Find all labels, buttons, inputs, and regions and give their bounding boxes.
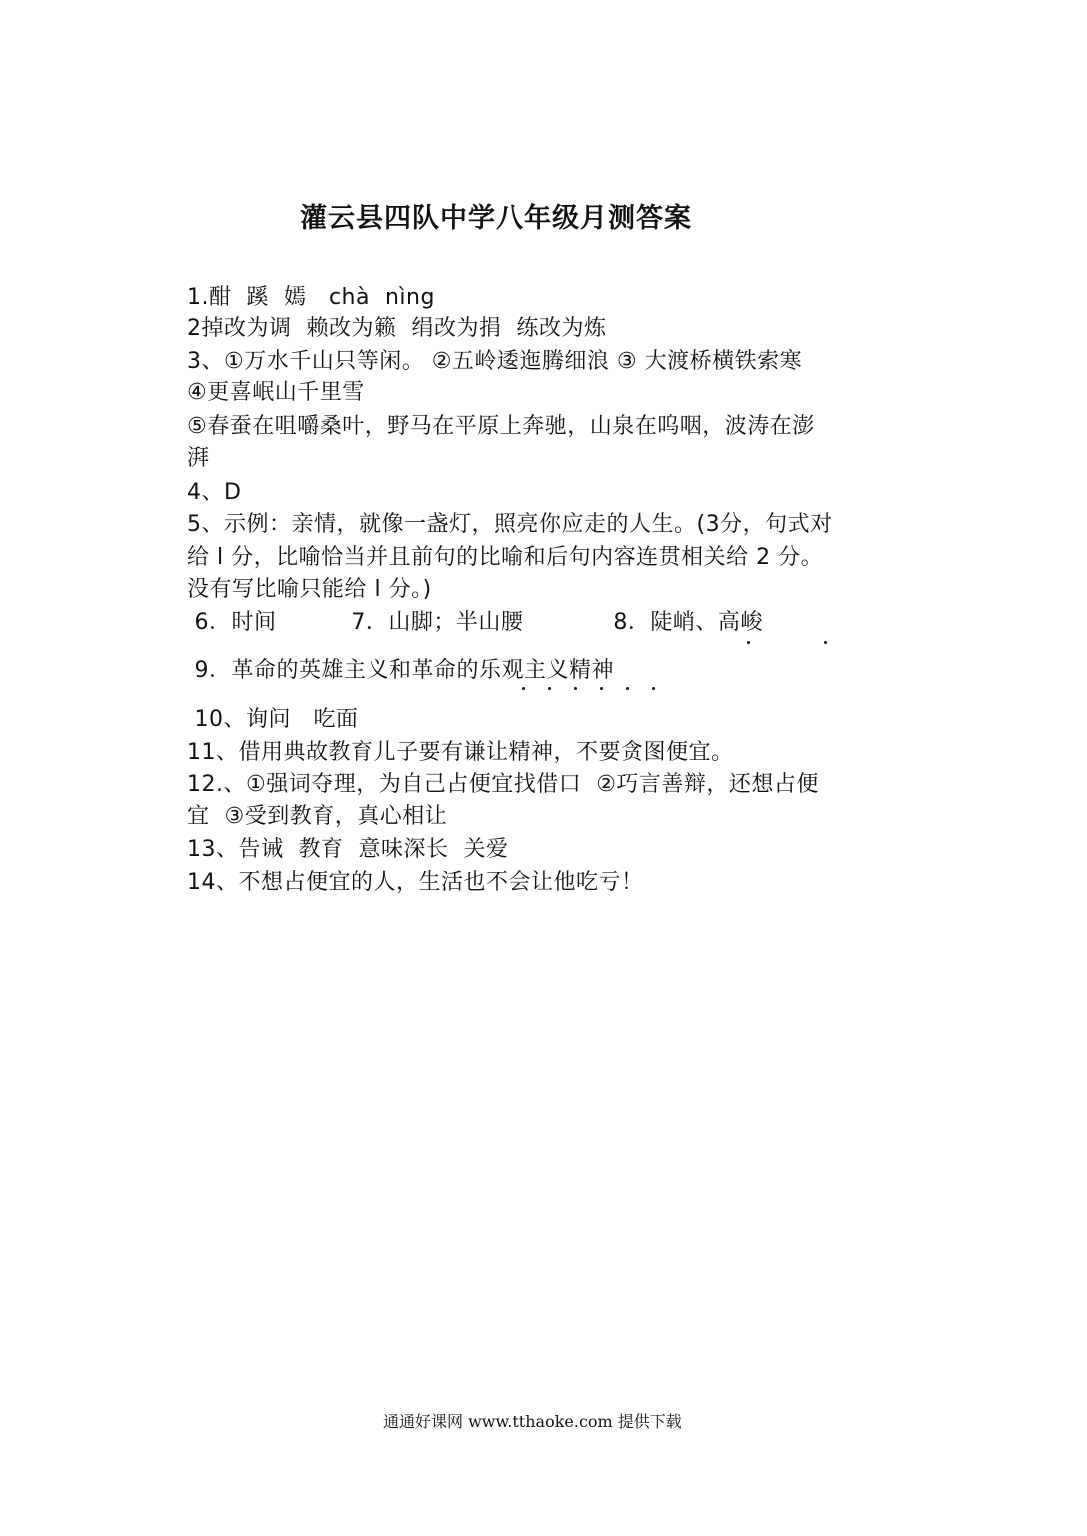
answer-line-3d: 湃 (187, 446, 210, 471)
answer-line-5c: 没有写比喻只能给 l 分。) (187, 577, 432, 602)
answer-line-9: 9．革命的英雄主义和革命的乐观主义精神 (187, 658, 614, 683)
document-title: 灌云县四队中学八年级月测答案 (300, 203, 692, 234)
answer-line-3b: ④更喜岷山千里雪 (187, 380, 365, 405)
answer-line-5b: 给 l 分，比喻恰当并且前句的比喻和后句内容连贯相关给 2 分。 (187, 545, 824, 570)
answer-line-12b: 宜 ③受到教育，真心相让 (187, 804, 448, 829)
emphasis-dot-mark (600, 687, 603, 690)
emphasis-dot-mark (824, 641, 827, 644)
answer-line-13: 13、告诫 教育 意味深长 关爱 (187, 837, 509, 862)
answer-line-12: 12.、①强词夺理，为自己占便宜找借口 ②巧言善辩，还想占便 (187, 772, 819, 797)
answer-line-14: 14、不想占便宜的人，生活也不会让他吃亏！ (187, 870, 644, 895)
answer-line-3: 3、①万水千山只等闲。 ②五岭逶迤腾细浪 ③ 大渡桥横铁索寒 (187, 349, 803, 374)
answer-line-3c: ⑤春蚕在咀嚼桑叶，野马在平原上奔驰，山泉在呜咽，波涛在澎 (187, 414, 815, 439)
answer-line-6-8: 6．时间 7．山脚；半山腰 8．陡峭、高峻 (187, 610, 763, 635)
footer-credit: 通通好课网 www.tthaoke.com 提供下载 (383, 1412, 682, 1431)
answer-line-11: 11、借用典故教育儿子要有谦让精神，不要贪图便宜。 (187, 740, 734, 765)
emphasis-dot-mark (548, 687, 551, 690)
answer-line-4: 4、D (187, 480, 242, 505)
answer-line-1: 1.酣 蹊 嫣 chà nìng (187, 285, 435, 310)
emphasis-dot-mark (626, 687, 629, 690)
emphasis-dot-mark (522, 687, 525, 690)
emphasis-dot-mark (747, 641, 750, 644)
emphasis-dot-mark (652, 687, 655, 690)
emphasis-dot-mark (574, 687, 577, 690)
answer-line-2: 2掉改为调 赖改为籁 绢改为捐 练改为炼 (187, 316, 607, 341)
answer-line-10: 10、询问 吃面 (187, 707, 359, 732)
answer-line-5: 5、示例：亲情，就像一盏灯，照亮你应走的人生。(3分，句式对 (187, 512, 833, 537)
